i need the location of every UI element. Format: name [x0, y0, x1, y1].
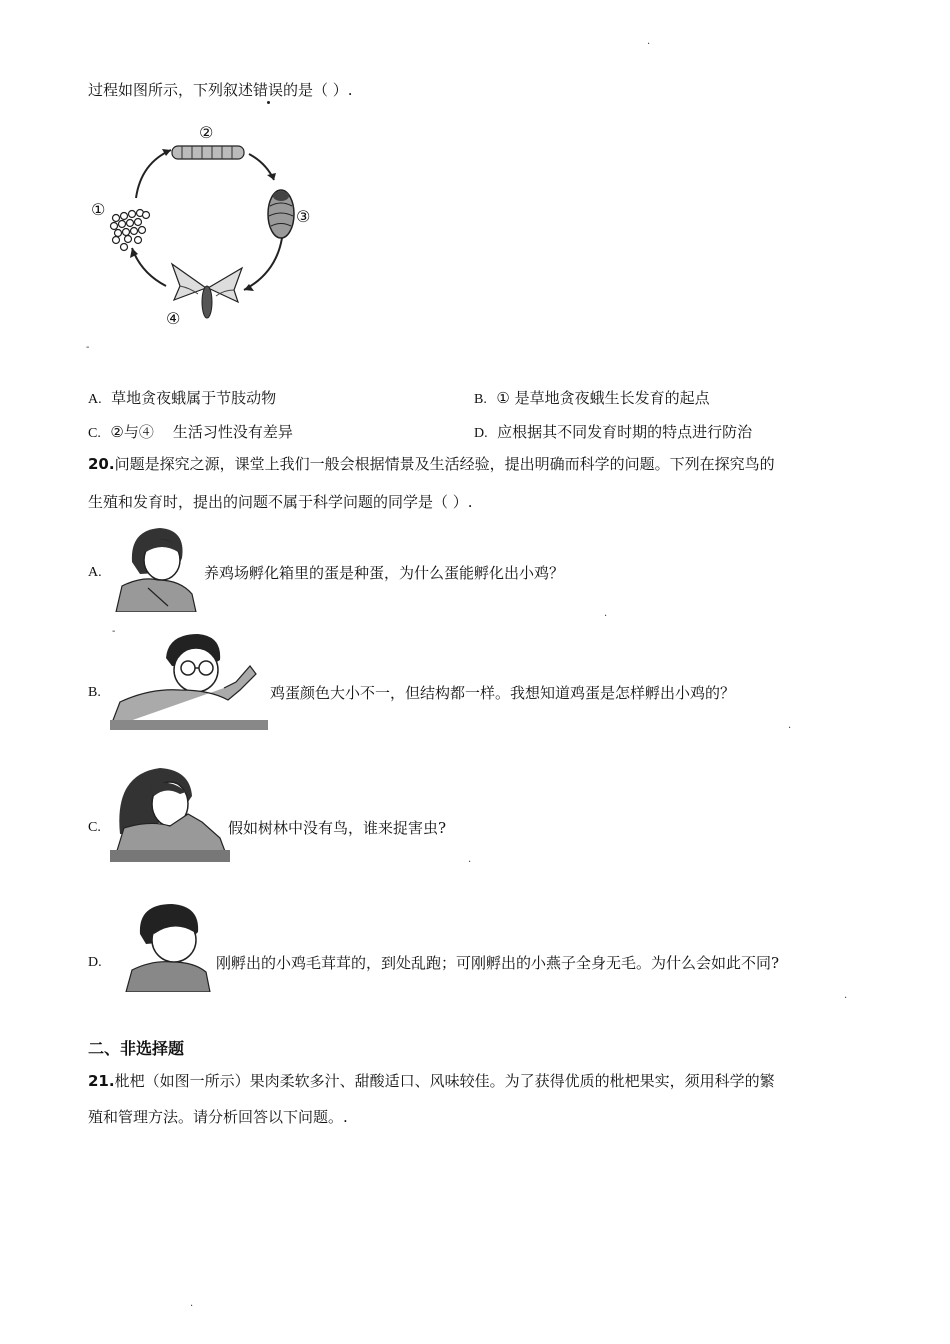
student-b-illustration — [110, 630, 268, 730]
question-number: 20. — [88, 455, 115, 473]
option-text: 应根据其不同发育时期的特点进行防治 — [497, 423, 753, 441]
q20-stem-text: 生殖和发育时，提出的问题不属于科学问题的同学是（ ）. — [88, 493, 473, 511]
q19-stem-start: 过程如图所示，下列叙述 — [88, 81, 254, 99]
q21-stem-line2 — [88, 1107, 348, 1127]
stray-mark: . — [604, 608, 608, 619]
q21-stem-line1 — [88, 1071, 775, 1091]
option-label: D. — [474, 426, 488, 441]
q20-option-c-label: C. — [88, 820, 101, 835]
stray-mark: . — [190, 1298, 194, 1309]
section-heading: 二、非选择题 — [88, 1039, 185, 1058]
stray-mark: - — [86, 342, 90, 353]
option-label: C. — [88, 426, 101, 441]
q21-stem-text: 枇杷（如图一所示）果肉柔软多汁、甜酸适口、风味较佳。为了获得优质的枇杷果实，须用科学的繁 — [114, 1072, 775, 1090]
life-cycle-diagram — [86, 118, 326, 330]
q21-stem-text: 殖和管理方法。请分析回答以下问题。. — [88, 1108, 348, 1126]
q19-stem — [88, 80, 353, 100]
q20-option-a-label: A. — [88, 565, 102, 580]
larva-icon — [172, 146, 244, 159]
stray-mark: . — [468, 854, 472, 865]
stray-mark: . — [788, 720, 792, 731]
q20-option-b-label: B. — [88, 685, 101, 700]
stage-label-2: ② — [199, 123, 214, 142]
stray-mark: . — [647, 36, 651, 47]
q19-option-a — [88, 388, 276, 410]
q20-stem-line2 — [88, 492, 473, 512]
q20-option-d-text: 刚孵出的小鸡毛茸茸的，到处乱跑；可刚孵出的小燕子全身无毛。为什么会如此不同? — [216, 954, 780, 972]
q19-stem-emphasis: 错误 — [253, 81, 284, 99]
student-c-illustration — [110, 764, 230, 862]
option-label: A. — [88, 392, 102, 407]
option-text: ②与④ 生活习性没有差异 — [110, 423, 293, 441]
stage-label-4: ④ — [166, 309, 181, 328]
q20-option-c-text: 假如树林中没有鸟，谁来捉害虫? — [228, 819, 447, 837]
student-d-illustration — [122, 900, 214, 992]
q20-option-a-text: 养鸡场孵化箱里的蛋是种蛋，为什么蛋能孵化出小鸡？ — [204, 564, 565, 582]
q19-stem-end: 的是（ ）. — [283, 81, 353, 99]
stray-mark: - — [112, 626, 116, 637]
option-text: 草地贪夜蛾属于节肢动物 — [111, 389, 277, 407]
eggs-icon — [111, 210, 150, 251]
arrow-1-to-2 — [136, 150, 171, 198]
arrow-3-to-4 — [244, 238, 282, 290]
question-number: 21. — [88, 1072, 115, 1090]
q20-option-b-text: 鸡蛋颜色大小不一，但结构都一样。我想知道鸡蛋是怎样孵出小鸡的？ — [270, 684, 736, 702]
student-a-illustration — [112, 522, 200, 612]
q19-option-d — [474, 422, 752, 444]
option-label: B. — [474, 392, 487, 407]
arrow-head — [267, 173, 276, 180]
moth-icon — [172, 264, 242, 318]
stage-label-3: ③ — [296, 207, 311, 226]
q20-stem-line1 — [88, 454, 775, 474]
q19-option-b — [474, 388, 710, 410]
q19-option-c — [88, 422, 293, 444]
stage-label-1: ① — [91, 200, 106, 219]
pupa-icon — [268, 190, 294, 238]
option-text: ① 是草地贪夜蛾生长发育的起点 — [496, 389, 710, 407]
q20-option-d-label: D. — [88, 955, 102, 970]
stray-mark: . — [844, 990, 848, 1001]
q20-stem-text: 问题是探究之源，课堂上我们一般会根据情景及生活经验，提出明确而科学的问题。下列在探究鸟的 — [114, 455, 775, 473]
